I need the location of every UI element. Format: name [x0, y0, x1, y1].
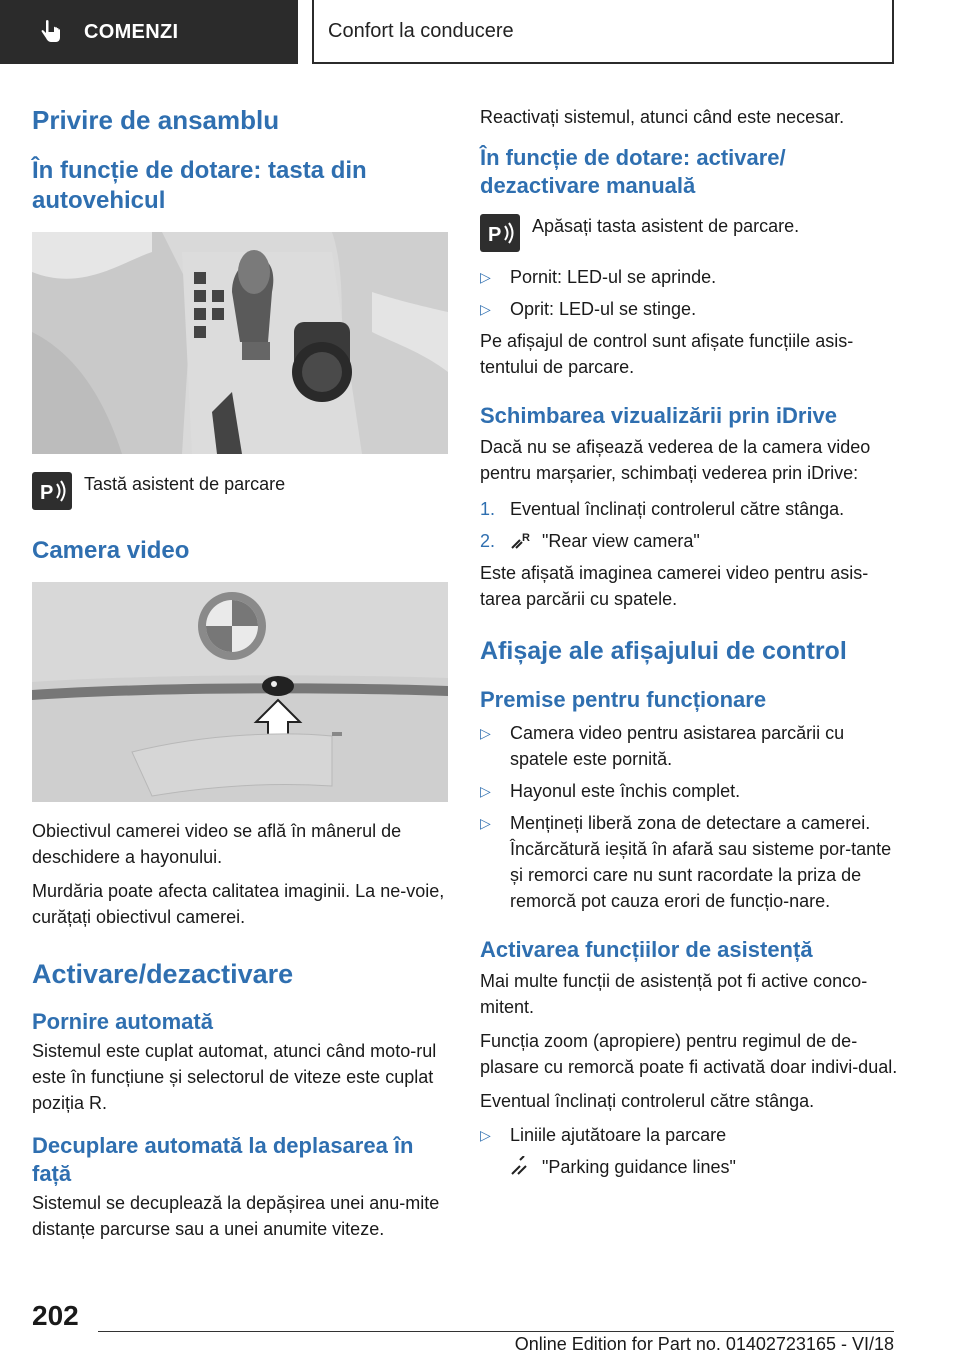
edition-text: Online Edition for Part no. 01402723165 - VI/18 — [514, 1334, 894, 1354]
list-item: ▷ Hayonul este închis complet. — [480, 778, 900, 804]
list-item: ▷ Pornit: LED-ul se aprinde. — [480, 264, 900, 290]
button-caption-row — [32, 472, 450, 510]
heading-auto-off: Decuplare automată la deplasarea în față — [32, 1133, 414, 1186]
heading-camera: Camera video — [32, 537, 190, 564]
chapter-label: COMENZI — [84, 20, 179, 43]
list-item: ▷ Mențineți liberă zona de detectare a camerei. Încărcătură ieșită în afară sau sisteme por‐tante și remorci care nu sunt racordate la priza de remorcă pot cauza erori de funcțio‐nare. — [480, 810, 900, 914]
heading-prereq: Premise pentru funcționare — [480, 687, 767, 712]
list-item: ▷ Oprit: LED-ul se stinge. — [480, 296, 900, 322]
idrive-after-paragraph: Este afișată imaginea camerei video pentru asis‐tarea parcării cu spatele. — [480, 563, 869, 609]
list-item: 1. Eventual înclinați controlerul către stânga. — [480, 499, 845, 519]
console-figure — [32, 232, 448, 454]
reactivate-paragraph: Reactivați sistemul, atunci când este necesar. — [480, 107, 845, 127]
heading-activation: Activare/dezactivare — [32, 959, 294, 989]
auto-on-paragraph: Sistemul este cuplat automat, atunci când moto‐rul este în funcțiune și selectorul de viteze este cuplat poziția R. — [32, 1041, 437, 1113]
button-caption: Tastă asistent de parcare — [84, 474, 286, 494]
manual-list — [480, 264, 900, 322]
heading-displays: Afișaje ale afișajului de control — [480, 637, 847, 665]
list-item: 2. R "Rear view camera" — [480, 531, 700, 551]
camera-paragraph-1: Obiectivul camerei video se află în mânerul de deschidere a hayonului. — [32, 821, 402, 867]
list-item: ▷ Camera video pentru asistarea parcării cu spatele este pornită. — [480, 720, 900, 772]
list-item: ▷ Liniile ajutătoare la parcare — [480, 1122, 900, 1148]
heading-button-variant: În funcție de dotare: tasta din autovehicul — [32, 157, 367, 214]
assist-paragraph-1: Mai multe funcții de asistență pot fi active conco‐mitent. — [480, 971, 868, 1017]
svg-text:P: P — [40, 482, 54, 504]
triangle-bullet-icon: ▷ — [480, 783, 491, 799]
svg-text:R: R — [522, 532, 530, 544]
idrive-paragraph: Dacă nu se afișează vederea de la camera video pentru marșarier, schimbați vederea prin iDrive: — [480, 437, 871, 483]
heading-idrive: Schimbarea vizualizării prin iDrive — [480, 403, 838, 428]
right-column — [480, 100, 900, 1180]
heading-assist: Activarea funcțiilor de asistență — [480, 937, 813, 962]
triangle-bullet-icon: ▷ — [480, 1127, 491, 1143]
heading-auto-on: Pornire automată — [32, 1009, 213, 1034]
triangle-bullet-icon: ▷ — [480, 815, 491, 831]
hand-pointer-icon — [36, 18, 64, 46]
assist-list — [480, 1122, 900, 1148]
rear-camera-icon — [510, 530, 534, 550]
chapter-tab[interactable] — [0, 0, 298, 64]
assist-paragraph-2: Funcția zoom (apropiere) pentru regimul de de‐plasare cu remorcă poate fi activată doar indivi‐dual. — [480, 1031, 898, 1077]
manual-instruction: Apăsați tasta asistent de parcare. — [532, 216, 800, 236]
idrive-steps — [480, 496, 900, 554]
footer-divider — [98, 1331, 894, 1332]
center-console-illustration — [32, 232, 448, 454]
triangle-bullet-icon: ▷ — [480, 269, 491, 285]
section-header — [312, 0, 894, 64]
prereq-list — [480, 720, 900, 914]
assist-subitem: "Parking guidance lines" — [480, 1154, 900, 1180]
heading-manual: În funcție de dotare: activare/ dezactivare manuală — [480, 145, 786, 198]
park-assist-button-icon — [480, 214, 520, 252]
manual-instruction-row — [480, 214, 900, 252]
left-column — [32, 100, 450, 1242]
park-assist-button-icon — [32, 472, 72, 510]
triangle-bullet-icon: ▷ — [480, 725, 491, 741]
camera-figure — [32, 582, 448, 802]
parking-lines-icon — [510, 1156, 534, 1176]
camera-paragraph-2: Murdăria poate afecta calitatea imaginii. La ne‐voie, curățați obiectivul camerei. — [32, 881, 445, 927]
svg-text:P: P — [488, 224, 502, 246]
assist-paragraph-3: Eventual înclinați controlerul către stânga. — [480, 1091, 815, 1111]
triangle-bullet-icon: ▷ — [480, 301, 491, 317]
page-number: 202 — [32, 1300, 79, 1331]
auto-off-paragraph: Sistemul se decuplează la depășirea unei anu‐mite distanțe parcurse sau a unei anumite viteze. — [32, 1193, 440, 1239]
heading-overview: Privire de ansamblu — [32, 105, 280, 135]
section-title: Confort la conducere — [328, 19, 514, 42]
tailgate-camera-illustration — [32, 582, 448, 802]
manual-paragraph: Pe afișajul de control sunt afișate funcțiile asis‐tentului de parcare. — [480, 331, 854, 377]
